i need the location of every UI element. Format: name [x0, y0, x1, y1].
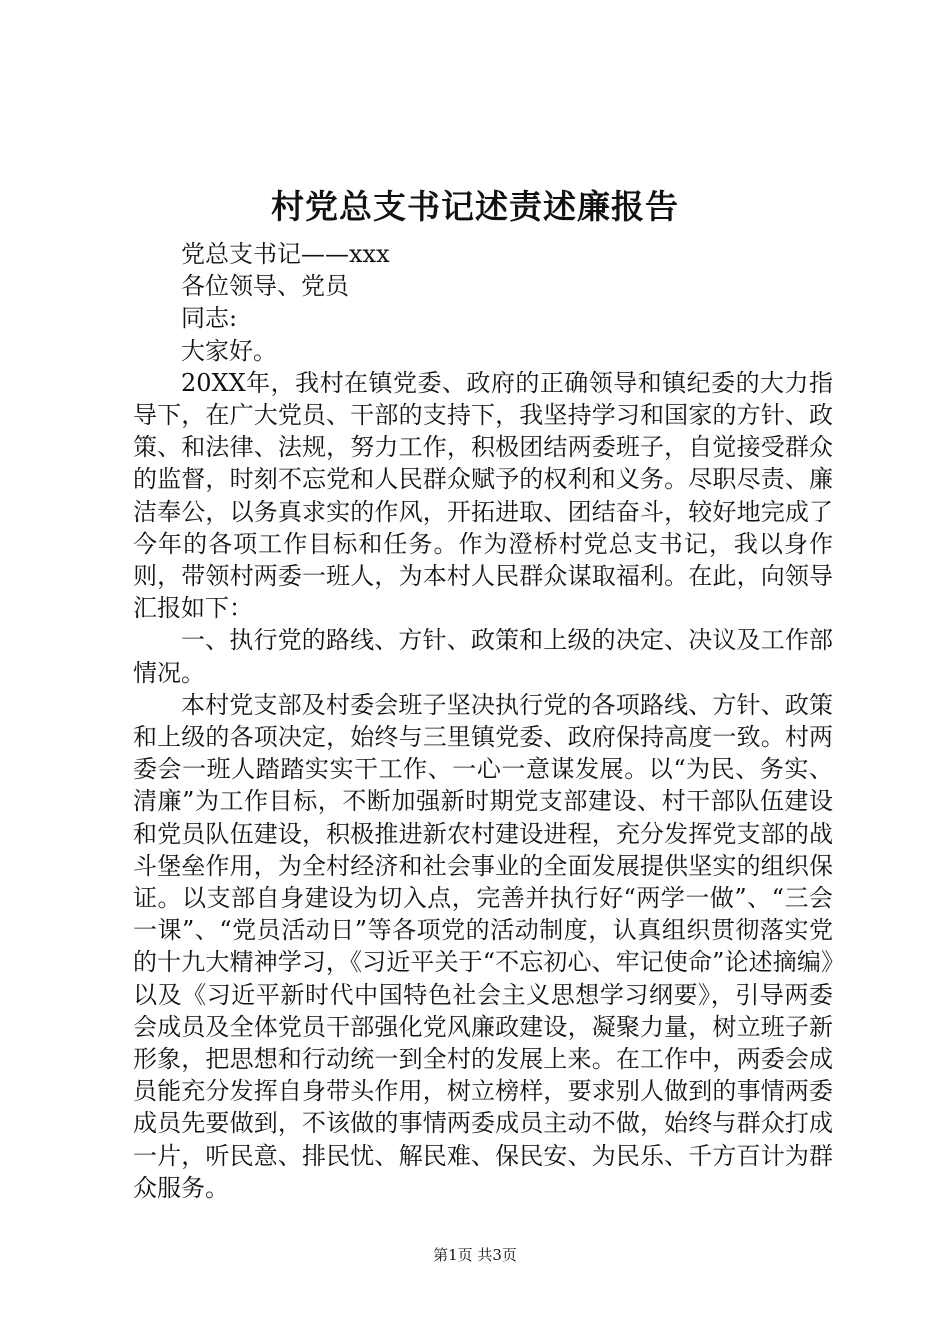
paragraph-salutation: 各位领导、党员	[181, 272, 349, 301]
document-title: 村党总支书记述责述廉报告	[271, 187, 679, 226]
document-body	[133, 238, 833, 1204]
section-heading-1: 一、执行党的路线、方针、政策和上级的决定、决议及工作部情况。	[133, 626, 833, 687]
paragraph-salutation-cont: 同志:	[181, 304, 238, 333]
paragraph-greeting: 大家好。	[181, 336, 277, 365]
paragraph-section-1: 本村党支部及村委会班子坚决执行党的各项路线、方针、政策和上级的各项决定，始终与三里镇党委、政府保持高度一致。村两委会一班人踏踏实实干工作、一心一意谋发展。以“为民、务实、清廉”为工作目标，不断加强新时期党支部建设、村干部队伍建设和党员队伍建设，积极推进新农村建设进程，充分发挥党支部的战斗堡垒作用，为全村经济和社会事业的全面发展提供坚实的组织保证。以支部自身建设为切入点，完善并执行好“两学一做”、“三会一课”、“党员活动日”等各项党的活动制度，认真组织贯彻落实党的十九大精神学习，《习近平关于“不忘初心、牢记使命”论述摘编》以及《习近平新时代中国特色社会主义思想学习纲要》，引导两委会成员及全体党员干部强化党风廉政建设，凝聚力量，树立班子新形象，把思想和行动统一到全村的发展上来。在工作中，两委会成员能充分发挥自身带头作用，树立榜样，要求别人做到的事情两委成员先要做到，不该做的事情两委成员主动不做，始终与群众打成一片，听民意、排民忧、解民难、保民安、为民乐、千方百计为群众服务。	[133, 690, 833, 1202]
page-number: 第1页 共3页	[433, 1246, 517, 1264]
paragraph-author: 党总支书记——xxx	[181, 240, 390, 268]
paragraph-intro: 20XX年，我村在镇党委、政府的正确领导和镇纪委的大力指导下，在广大党员、干部的支持下，我坚持学习和国家的方针、政策、和法律、法规，努力工作，积极团结两委班子，自觉接受群众的监督，时刻不忘党和人民群众赋予的权利和义务。尽职尽责、廉洁奉公，以务真求实的作风，开拓进取、团结奋斗，较好地完成了今年的各项工作目标和任务。作为澄桥村党总支书记，我以身作则，带领村两委一班人，为本村人民群众谋取福利。在此，向领导汇报如下：	[133, 368, 833, 623]
